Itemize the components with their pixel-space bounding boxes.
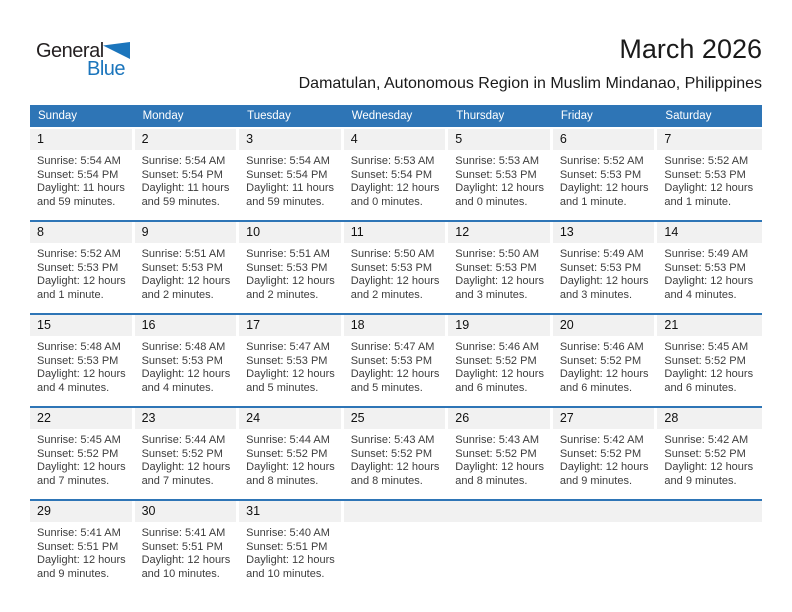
day-details bbox=[135, 522, 240, 581]
day-details bbox=[30, 336, 135, 395]
day-number-band bbox=[30, 501, 132, 522]
day-number-band bbox=[30, 129, 132, 150]
sunrise-text: Sunrise: 5:51 AM bbox=[141, 248, 226, 260]
day-cell-29 bbox=[30, 501, 135, 592]
sunset-text: Sunset: 5:53 PM bbox=[455, 261, 537, 274]
daylight-text-line2: and 8 minutes. bbox=[455, 474, 528, 487]
day-cell-10 bbox=[239, 222, 344, 313]
daylight-text-line2: and 9 minutes. bbox=[559, 474, 632, 487]
sunset-text: Sunset: 5:52 PM bbox=[455, 447, 537, 460]
day-details bbox=[30, 522, 135, 581]
daylight-text-line2: and 4 minutes. bbox=[664, 288, 737, 301]
daylight-text-line1: Daylight: 12 hours bbox=[559, 182, 649, 195]
location-subtitle: Damatulan, Autonomous Region in Muslim Mindanao, Philippines bbox=[298, 75, 762, 92]
sunset-text: Sunset: 5:53 PM bbox=[141, 354, 223, 367]
daylight-text-line1: Daylight: 12 hours bbox=[350, 461, 440, 474]
daylight-text-line2: and 2 minutes. bbox=[246, 288, 319, 301]
daylight-text-line2: and 7 minutes. bbox=[37, 474, 110, 487]
sunrise-text: Sunrise: 5:48 AM bbox=[141, 341, 226, 353]
daylight-text-line1: Daylight: 12 hours bbox=[141, 368, 231, 381]
day-number-band bbox=[239, 501, 341, 522]
day-number: 27 bbox=[559, 411, 574, 425]
daylight-text-line2: and 1 minute. bbox=[664, 195, 732, 208]
sunrise-text: Sunrise: 5:40 AM bbox=[246, 527, 330, 539]
day-cell-31 bbox=[239, 501, 344, 592]
day-details bbox=[344, 336, 449, 395]
general-blue-logo bbox=[36, 40, 146, 82]
day-number-band bbox=[553, 222, 655, 243]
sunset-text: Sunset: 5:53 PM bbox=[664, 168, 746, 181]
sunrise-text: Sunrise: 5:46 AM bbox=[455, 341, 540, 353]
day-number: 30 bbox=[141, 504, 156, 518]
day-number-band bbox=[344, 408, 446, 429]
day-number-band bbox=[448, 501, 553, 522]
day-number-band bbox=[135, 501, 237, 522]
daylight-text-line1: Daylight: 12 hours bbox=[455, 368, 544, 381]
sunset-text: Sunset: 5:54 PM bbox=[350, 168, 433, 181]
weekday-header-saturday: Saturday bbox=[665, 110, 712, 122]
sunrise-text: Sunrise: 5:54 AM bbox=[141, 155, 226, 167]
sunrise-text: Sunrise: 5:47 AM bbox=[246, 341, 330, 353]
sunrise-text: Sunrise: 5:43 AM bbox=[350, 434, 435, 446]
day-number: 26 bbox=[455, 411, 470, 425]
sunrise-text: Sunrise: 5:54 AM bbox=[37, 155, 121, 167]
daylight-text-line1: Daylight: 12 hours bbox=[350, 368, 440, 381]
day-number-band bbox=[448, 222, 550, 243]
empty-day-cell bbox=[657, 501, 762, 592]
day-number: 16 bbox=[141, 318, 156, 332]
sunrise-text: Sunrise: 5:52 AM bbox=[559, 155, 644, 167]
day-number: 10 bbox=[246, 225, 261, 239]
sunrise-text: Sunrise: 5:42 AM bbox=[559, 434, 644, 446]
day-number: 6 bbox=[559, 132, 567, 146]
day-details bbox=[657, 150, 762, 209]
sunrise-text: Sunrise: 5:42 AM bbox=[664, 434, 749, 446]
sunrise-text: Sunrise: 5:43 AM bbox=[455, 434, 540, 446]
day-number: 24 bbox=[246, 411, 261, 425]
page-title: March 2026 bbox=[619, 34, 762, 64]
sunrise-text: Sunrise: 5:53 AM bbox=[455, 155, 540, 167]
daylight-text-line2: and 10 minutes. bbox=[141, 567, 220, 580]
day-number: 15 bbox=[37, 318, 51, 332]
day-cell-24 bbox=[239, 408, 344, 499]
day-details bbox=[239, 336, 344, 395]
day-cell-27 bbox=[553, 408, 658, 499]
day-number: 21 bbox=[664, 318, 679, 332]
sunrise-text: Sunrise: 5:44 AM bbox=[141, 434, 226, 446]
weekday-header-monday: Monday bbox=[142, 110, 184, 122]
daylight-text-line2: and 3 minutes. bbox=[559, 288, 632, 301]
day-details bbox=[135, 429, 240, 488]
daylight-text-line1: Daylight: 12 hours bbox=[37, 275, 126, 288]
sunrise-text: Sunrise: 5:41 AM bbox=[141, 527, 226, 539]
daylight-text-line1: Daylight: 11 hours bbox=[141, 182, 230, 195]
sunrise-text: Sunrise: 5:46 AM bbox=[559, 341, 644, 353]
daylight-text-line2: and 2 minutes. bbox=[141, 288, 214, 301]
day-details bbox=[30, 429, 135, 488]
weekday-header-thursday: Thursday bbox=[456, 110, 505, 122]
day-cell-25 bbox=[344, 408, 449, 499]
day-number-band bbox=[657, 408, 762, 429]
sunset-text: Sunset: 5:52 PM bbox=[559, 354, 642, 367]
day-cell-26 bbox=[448, 408, 553, 499]
daylight-text-line2: and 8 minutes. bbox=[246, 474, 319, 487]
daylight-text-line2: and 0 minutes. bbox=[350, 195, 423, 208]
sunrise-text: Sunrise: 5:48 AM bbox=[37, 341, 121, 353]
day-cell-11 bbox=[344, 222, 449, 313]
daylight-text-line2: and 3 minutes. bbox=[455, 288, 528, 301]
day-number: 13 bbox=[559, 225, 574, 239]
sunset-text: Sunset: 5:51 PM bbox=[141, 540, 223, 553]
day-details bbox=[448, 336, 553, 395]
day-details bbox=[344, 150, 449, 209]
empty-day-cell bbox=[553, 501, 658, 592]
weekday-header-wednesday: Wednesday bbox=[351, 110, 413, 122]
empty-day-cell bbox=[448, 501, 553, 592]
day-details bbox=[657, 243, 762, 302]
day-number-band bbox=[239, 315, 341, 336]
day-number-band bbox=[553, 408, 655, 429]
day-details bbox=[135, 336, 240, 395]
daylight-text-line1: Daylight: 12 hours bbox=[141, 554, 231, 567]
day-number: 19 bbox=[455, 318, 470, 332]
daylight-text-line1: Daylight: 12 hours bbox=[455, 275, 544, 288]
sunset-text: Sunset: 5:54 PM bbox=[246, 168, 328, 181]
day-number-band bbox=[448, 129, 550, 150]
day-number-band bbox=[448, 408, 550, 429]
day-number: 25 bbox=[350, 411, 365, 425]
day-details bbox=[553, 336, 658, 395]
sunrise-text: Sunrise: 5:50 AM bbox=[350, 248, 435, 260]
day-number-band bbox=[135, 408, 237, 429]
daylight-text-line2: and 5 minutes. bbox=[350, 381, 423, 394]
day-details bbox=[239, 243, 344, 302]
daylight-text-line2: and 6 minutes. bbox=[455, 381, 528, 394]
daylight-text-line1: Daylight: 12 hours bbox=[246, 368, 335, 381]
daylight-text-line2: and 2 minutes. bbox=[350, 288, 423, 301]
daylight-text-line1: Daylight: 12 hours bbox=[37, 554, 126, 567]
daylight-text-line2: and 4 minutes. bbox=[37, 381, 110, 394]
day-cell-28 bbox=[657, 408, 762, 499]
day-cell-15 bbox=[30, 315, 135, 406]
daylight-text-line1: Daylight: 12 hours bbox=[246, 554, 335, 567]
daylight-text-line2: and 8 minutes. bbox=[350, 474, 423, 487]
sunrise-text: Sunrise: 5:41 AM bbox=[37, 527, 121, 539]
day-details bbox=[553, 150, 658, 209]
day-number: 29 bbox=[37, 504, 51, 518]
day-number-band bbox=[239, 129, 341, 150]
daylight-text-line1: Daylight: 12 hours bbox=[559, 275, 649, 288]
sunrise-text: Sunrise: 5:45 AM bbox=[664, 341, 749, 353]
day-cell-23 bbox=[135, 408, 240, 499]
empty-day-cell bbox=[344, 501, 449, 592]
daylight-text-line1: Daylight: 12 hours bbox=[559, 368, 649, 381]
sunset-text: Sunset: 5:53 PM bbox=[350, 354, 433, 367]
day-cell-17 bbox=[239, 315, 344, 406]
week-row bbox=[30, 406, 762, 499]
day-number-band bbox=[657, 315, 762, 336]
week-row bbox=[30, 499, 762, 592]
sunset-text: Sunset: 5:53 PM bbox=[141, 261, 223, 274]
sunrise-text: Sunrise: 5:49 AM bbox=[664, 248, 749, 260]
day-number: 4 bbox=[350, 132, 358, 146]
sunset-text: Sunset: 5:52 PM bbox=[664, 447, 746, 460]
daylight-text-line1: Daylight: 12 hours bbox=[664, 461, 754, 474]
weekday-header-friday: Friday bbox=[560, 110, 593, 122]
weekday-header-sunday: Sunday bbox=[38, 110, 78, 122]
day-details bbox=[553, 429, 658, 488]
sunset-text: Sunset: 5:53 PM bbox=[664, 261, 746, 274]
logo-blue-text: Blue bbox=[87, 58, 126, 80]
day-number: 14 bbox=[664, 225, 679, 239]
day-cell-3 bbox=[239, 129, 344, 220]
day-details bbox=[30, 243, 135, 302]
weekday-header-row bbox=[30, 105, 762, 127]
day-details bbox=[239, 522, 344, 581]
day-number-band bbox=[30, 222, 132, 243]
sunset-text: Sunset: 5:53 PM bbox=[350, 261, 433, 274]
day-cell-7 bbox=[657, 129, 762, 220]
day-number-band bbox=[657, 501, 762, 522]
sunset-text: Sunset: 5:53 PM bbox=[559, 261, 642, 274]
daylight-text-line2: and 10 minutes. bbox=[246, 567, 325, 580]
day-number-band bbox=[344, 315, 446, 336]
day-number-band bbox=[239, 408, 341, 429]
daylight-text-line1: Daylight: 12 hours bbox=[559, 461, 649, 474]
day-number-band bbox=[553, 129, 655, 150]
day-number-band bbox=[135, 129, 237, 150]
day-number-band bbox=[344, 501, 449, 522]
day-cell-22 bbox=[30, 408, 135, 499]
daylight-text-line1: Daylight: 12 hours bbox=[37, 368, 126, 381]
day-number: 12 bbox=[455, 225, 470, 239]
day-number: 17 bbox=[246, 318, 261, 332]
week-row bbox=[30, 129, 762, 220]
sunset-text: Sunset: 5:51 PM bbox=[37, 540, 119, 553]
daylight-text-line2: and 5 minutes. bbox=[246, 381, 319, 394]
day-number-band bbox=[30, 315, 132, 336]
day-number: 9 bbox=[141, 225, 149, 239]
daylight-text-line1: Daylight: 12 hours bbox=[664, 182, 754, 195]
sunrise-text: Sunrise: 5:53 AM bbox=[350, 155, 435, 167]
day-number: 8 bbox=[37, 225, 44, 239]
daylight-text-line2: and 59 minutes. bbox=[246, 195, 325, 208]
sunset-text: Sunset: 5:52 PM bbox=[455, 354, 537, 367]
day-cell-12 bbox=[448, 222, 553, 313]
day-cell-20 bbox=[553, 315, 658, 406]
daylight-text-line1: Daylight: 12 hours bbox=[246, 461, 335, 474]
day-number: 2 bbox=[141, 132, 149, 146]
day-details bbox=[657, 429, 762, 488]
daylight-text-line1: Daylight: 12 hours bbox=[350, 182, 440, 195]
daylight-text-line1: Daylight: 12 hours bbox=[350, 275, 440, 288]
day-cell-14 bbox=[657, 222, 762, 313]
daylight-text-line1: Daylight: 12 hours bbox=[664, 368, 754, 381]
sunset-text: Sunset: 5:53 PM bbox=[37, 354, 119, 367]
day-cell-18 bbox=[344, 315, 449, 406]
daylight-text-line2: and 9 minutes. bbox=[664, 474, 737, 487]
day-details bbox=[657, 336, 762, 395]
sunset-text: Sunset: 5:53 PM bbox=[559, 168, 642, 181]
day-cell-4 bbox=[344, 129, 449, 220]
daylight-text-line1: Daylight: 12 hours bbox=[246, 275, 335, 288]
sunrise-text: Sunrise: 5:52 AM bbox=[664, 155, 749, 167]
sunset-text: Sunset: 5:52 PM bbox=[141, 447, 223, 460]
daylight-text-line2: and 9 minutes. bbox=[37, 567, 110, 580]
calendar-grid bbox=[30, 105, 762, 592]
day-number-band bbox=[135, 315, 237, 336]
daylight-text-line2: and 6 minutes. bbox=[559, 381, 632, 394]
day-number: 23 bbox=[141, 411, 156, 425]
day-number: 31 bbox=[246, 504, 261, 518]
day-cell-1 bbox=[30, 129, 135, 220]
sunset-text: Sunset: 5:51 PM bbox=[246, 540, 328, 553]
sunset-text: Sunset: 5:54 PM bbox=[37, 168, 119, 181]
day-details bbox=[30, 150, 135, 209]
sunset-text: Sunset: 5:54 PM bbox=[141, 168, 223, 181]
daylight-text-line1: Daylight: 12 hours bbox=[37, 461, 126, 474]
day-cell-13 bbox=[553, 222, 658, 313]
day-number-band bbox=[657, 129, 762, 150]
day-cell-5 bbox=[448, 129, 553, 220]
day-details bbox=[135, 243, 240, 302]
sunset-text: Sunset: 5:52 PM bbox=[664, 354, 746, 367]
day-number: 1 bbox=[37, 132, 44, 146]
sunrise-text: Sunrise: 5:52 AM bbox=[37, 248, 121, 260]
daylight-text-line2: and 59 minutes. bbox=[37, 195, 116, 208]
sunrise-text: Sunrise: 5:51 AM bbox=[246, 248, 330, 260]
sunrise-text: Sunrise: 5:54 AM bbox=[246, 155, 330, 167]
day-number: 11 bbox=[350, 225, 364, 239]
daylight-text-line2: and 0 minutes. bbox=[455, 195, 528, 208]
sunrise-text: Sunrise: 5:49 AM bbox=[559, 248, 644, 260]
weekday-header-tuesday: Tuesday bbox=[247, 110, 291, 122]
day-details bbox=[448, 243, 553, 302]
day-cell-2 bbox=[135, 129, 240, 220]
day-number-band bbox=[135, 222, 237, 243]
day-number-band bbox=[30, 408, 132, 429]
day-number: 5 bbox=[455, 132, 463, 146]
day-details bbox=[448, 429, 553, 488]
sunrise-text: Sunrise: 5:44 AM bbox=[246, 434, 330, 446]
daylight-text-line2: and 1 minute. bbox=[559, 195, 627, 208]
day-cell-21 bbox=[657, 315, 762, 406]
day-number: 18 bbox=[350, 318, 365, 332]
day-number-band bbox=[344, 129, 446, 150]
day-details bbox=[448, 150, 553, 209]
logo-general-text: General bbox=[36, 40, 104, 62]
day-details bbox=[344, 243, 449, 302]
day-details bbox=[239, 429, 344, 488]
day-number-band bbox=[553, 315, 655, 336]
daylight-text-line1: Daylight: 11 hours bbox=[37, 182, 125, 195]
day-cell-16 bbox=[135, 315, 240, 406]
day-details bbox=[135, 150, 240, 209]
sunrise-text: Sunrise: 5:50 AM bbox=[455, 248, 540, 260]
daylight-text-line2: and 59 minutes. bbox=[141, 195, 220, 208]
sunset-text: Sunset: 5:53 PM bbox=[455, 168, 537, 181]
daylight-text-line2: and 4 minutes. bbox=[141, 381, 214, 394]
daylight-text-line1: Daylight: 12 hours bbox=[455, 461, 544, 474]
sunset-text: Sunset: 5:52 PM bbox=[246, 447, 328, 460]
day-number-band bbox=[657, 222, 762, 243]
sunset-text: Sunset: 5:52 PM bbox=[559, 447, 642, 460]
day-number: 22 bbox=[37, 411, 51, 425]
sunset-text: Sunset: 5:53 PM bbox=[246, 261, 328, 274]
sunset-text: Sunset: 5:53 PM bbox=[246, 354, 328, 367]
sunset-text: Sunset: 5:52 PM bbox=[350, 447, 433, 460]
daylight-text-line1: Daylight: 12 hours bbox=[141, 275, 231, 288]
weeks-container bbox=[30, 129, 762, 592]
week-row bbox=[30, 220, 762, 313]
daylight-text-line2: and 7 minutes. bbox=[141, 474, 214, 487]
sunset-text: Sunset: 5:52 PM bbox=[37, 447, 119, 460]
daylight-text-line2: and 1 minute. bbox=[37, 288, 104, 301]
day-number-band bbox=[239, 222, 341, 243]
day-cell-9 bbox=[135, 222, 240, 313]
day-details bbox=[553, 243, 658, 302]
day-number: 28 bbox=[664, 411, 679, 425]
day-cell-19 bbox=[448, 315, 553, 406]
day-details bbox=[239, 150, 344, 209]
daylight-text-line2: and 6 minutes. bbox=[664, 381, 737, 394]
daylight-text-line1: Daylight: 11 hours bbox=[246, 182, 334, 195]
day-number-band bbox=[344, 222, 446, 243]
sunset-text: Sunset: 5:53 PM bbox=[37, 261, 119, 274]
sunrise-text: Sunrise: 5:45 AM bbox=[37, 434, 121, 446]
daylight-text-line1: Daylight: 12 hours bbox=[141, 461, 231, 474]
daylight-text-line1: Daylight: 12 hours bbox=[455, 182, 544, 195]
day-cell-8 bbox=[30, 222, 135, 313]
day-number-band bbox=[448, 315, 550, 336]
day-number: 3 bbox=[246, 132, 254, 146]
day-details bbox=[344, 429, 449, 488]
sunrise-text: Sunrise: 5:47 AM bbox=[350, 341, 435, 353]
day-number: 20 bbox=[559, 318, 574, 332]
daylight-text-line1: Daylight: 12 hours bbox=[664, 275, 754, 288]
day-number: 7 bbox=[664, 132, 672, 146]
day-cell-6 bbox=[553, 129, 658, 220]
day-number-band bbox=[553, 501, 658, 522]
day-cell-30 bbox=[135, 501, 240, 592]
week-row bbox=[30, 313, 762, 406]
